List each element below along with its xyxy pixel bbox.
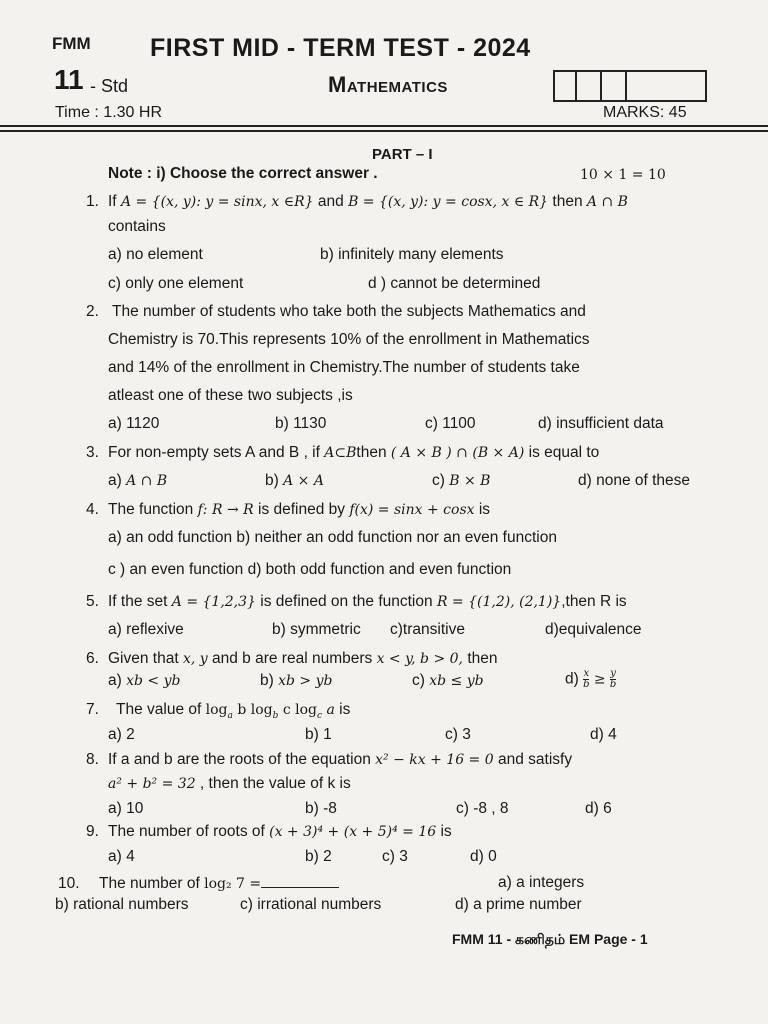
option-a: a) reflexive xyxy=(108,621,184,638)
math-expression: $\log_a b$ $\log_b c$ $\log_c a$ xyxy=(205,702,335,721)
question-text: If the set A = {1,2,3} is defined on the function R = {(1,2), (2,1)},then R is xyxy=(108,593,627,610)
math-expression: x, y xyxy=(182,651,208,667)
question-text-line-3: and 14% of the enrollment in Chemistry.The number of students take xyxy=(108,359,580,376)
question-number: 4. xyxy=(86,501,99,518)
option-a: a) xb < yb xyxy=(108,672,181,689)
question-number: 2. xyxy=(86,303,99,320)
question-text: The function f: R → R is defined by f(x) = sinx + cosx is xyxy=(108,501,491,518)
option-c: c) -8 , 8 xyxy=(456,800,509,817)
answer-blank xyxy=(261,875,339,888)
option-c: c) 3 xyxy=(382,848,408,865)
math-expression: f: R → R xyxy=(197,502,254,518)
question-text: The number of roots of (x + 3)⁴ + (x + 5)⁴ = 16 is xyxy=(108,823,452,840)
header-divider-top xyxy=(0,125,768,127)
option-c: c) 3 xyxy=(445,726,471,743)
part-note: Note : i) Choose the correct answer . xyxy=(108,165,378,182)
question-number: 8. xyxy=(86,751,99,768)
options-a-b: a) an odd function b) neither an odd function nor an even function xyxy=(108,529,557,546)
math-expression: R = {(1,2), (2,1)} xyxy=(436,594,562,610)
question-number: 7. xyxy=(86,701,99,718)
question-number: 6. xyxy=(86,650,99,667)
exam-code: FMM xyxy=(52,34,91,53)
option-a: a) a integers xyxy=(498,874,585,891)
page-footer: FMM 11 - கணிதம் EM Page - 1 xyxy=(452,931,648,947)
option-d: d) 6 xyxy=(585,800,612,817)
math-expression: x < y, b > 0, xyxy=(376,651,464,667)
math-expression: a² + b² = 32 xyxy=(108,776,196,792)
question-text-continued: a² + b² = 32 , then the value of k is xyxy=(108,775,351,792)
option-b: b) 1 xyxy=(305,726,332,743)
option-c: c) xb ≤ yb xyxy=(412,672,484,689)
option-c: c) irrational numbers xyxy=(240,896,382,913)
option-b: b) symmetric xyxy=(272,621,361,638)
option-c: c)transitive xyxy=(390,621,465,638)
question-text-continued: contains xyxy=(108,218,166,235)
question-text-line-4: atleast one of these two subjects ,is xyxy=(108,387,353,404)
option-a: a) 1120 xyxy=(108,415,160,432)
option-a: a) A ∩ B xyxy=(108,472,168,489)
question-text: The number of students who take both the subjects Mathematics and xyxy=(112,303,586,320)
math-expression: ( A × B ) ∩ (B × A) xyxy=(390,445,525,461)
option-c: c) B × B xyxy=(432,472,491,489)
std-number: 11 xyxy=(54,64,84,95)
math-expression: log₂ 7 = xyxy=(204,876,262,892)
question-number: 10. xyxy=(58,875,80,892)
option-d: d) $\frac{x}{b}$ ≥ $\frac{y}{b}$ xyxy=(565,668,617,690)
question-text: If A = {(x, y): y = sinx, x ∈R} and B = {(x, y): y = cosx, x ∈ R} then A ∩ B xyxy=(108,193,628,210)
math-expression: B = {(x, y): y = cosx, x ∈ R} xyxy=(348,194,549,210)
exam-title: FIRST MID - TERM TEST - 2024 xyxy=(150,34,531,62)
question-text: If a and b are the roots of the equation x² − kx + 16 = 0 and satisfy xyxy=(108,751,573,768)
option-b: b) xb > yb xyxy=(260,672,333,689)
option-a: a) no element xyxy=(108,246,203,263)
option-d: d)equivalence xyxy=(545,621,642,638)
option-b: b) 2 xyxy=(305,848,332,865)
math-expression: A⊂B xyxy=(324,445,357,461)
options-c-d: c ) an even function d) both odd function and even function xyxy=(108,561,512,578)
question-text: The number of log₂ 7 = xyxy=(99,875,339,893)
option-d: d) a prime number xyxy=(455,896,582,913)
question-text: Given that x, y and b are real numbers x < y, b > 0, then xyxy=(108,650,498,667)
question-number: 9. xyxy=(86,823,99,840)
option-a: a) 2 xyxy=(108,726,135,743)
time-label: Time : 1.30 HR xyxy=(55,104,162,121)
math-expression: (x + 3)⁴ + (x + 5)⁴ = 16 xyxy=(269,824,437,840)
option-d: d) none of these xyxy=(578,472,691,489)
option-a: a) 10 xyxy=(108,800,144,817)
option-b: b) -8 xyxy=(305,800,337,817)
part-score: 10 × 1 = 10 xyxy=(580,167,666,183)
header-divider-bottom xyxy=(0,130,768,132)
option-d: d ) cannot be determined xyxy=(368,275,541,292)
std-label: - Std xyxy=(90,76,129,96)
math-expression: A ∩ B xyxy=(586,194,628,210)
option-d: d) insufficient data xyxy=(538,415,664,432)
option-b: b) 1130 xyxy=(275,415,327,432)
question-number: 5. xyxy=(86,593,99,610)
math-expression: x² − kx + 16 = 0 xyxy=(375,752,494,768)
option-c: c) 1100 xyxy=(425,415,476,432)
subject-title: Mathematics xyxy=(328,72,448,97)
question-text: The value of $\log_a b$ $\log_b c$ $\log_c a$ is xyxy=(116,701,351,721)
math-expression: A = {1,2,3} xyxy=(171,594,256,610)
question-number: 1. xyxy=(86,193,99,210)
question-number: 3. xyxy=(86,444,99,461)
option-b: b) infinitely many elements xyxy=(320,246,504,263)
math-expression: A = {(x, y): y = sinx, x ∈R} xyxy=(120,194,314,210)
option-c: c) only one element xyxy=(108,275,244,292)
option-d: d) 4 xyxy=(590,726,617,743)
option-b: b) rational numbers xyxy=(55,896,189,913)
question-text-line-2: Chemistry is 70.This represents 10% of the enrollment in Mathematics xyxy=(108,331,590,348)
question-text: For non-empty sets A and B , if A⊂Bthen ( A × B ) ∩ (B × A) is equal to xyxy=(108,444,600,461)
part-heading: PART – I xyxy=(372,146,433,163)
math-expression: f(x) = sinx + cosx xyxy=(349,502,475,518)
option-a: a) 4 xyxy=(108,848,135,865)
option-d: d) 0 xyxy=(470,848,497,865)
marks-label: MARKS: 45 xyxy=(603,104,687,121)
option-b: b) A × A xyxy=(265,472,324,489)
